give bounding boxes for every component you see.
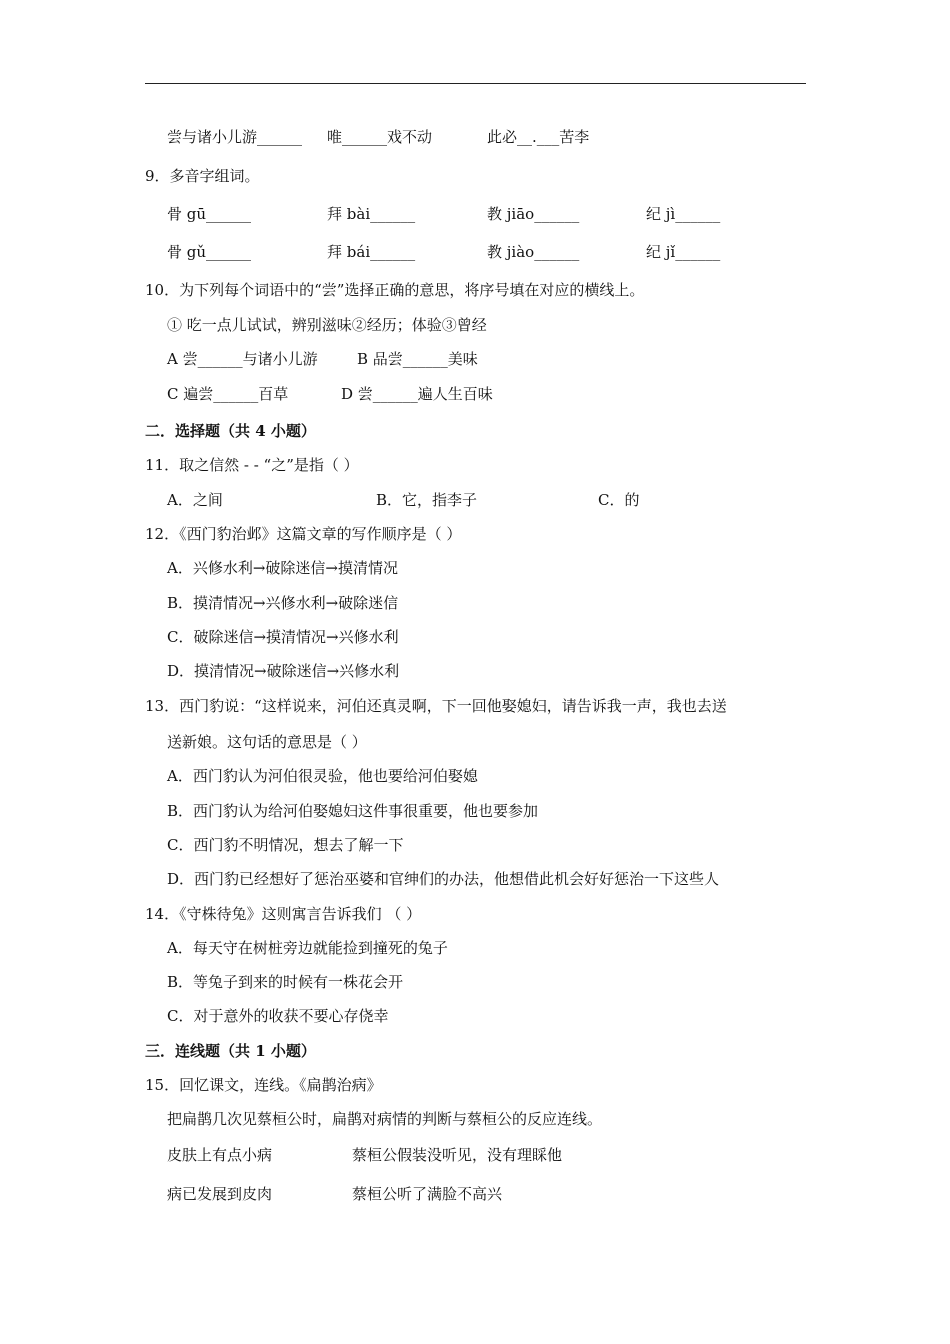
q15-left-item: 病已发展到皮肉 <box>167 1185 273 1203</box>
q13-option-c: C．西门豹不明情况，想去了解一下 <box>167 836 404 854</box>
q10-title: 10．为下列每个词语中的“尝”选择正确的意思，将序号填在对应的横线上。 <box>145 281 645 299</box>
q11-option-b: B．它，指李子 <box>376 491 478 509</box>
q8-blank-a: 尝与诸小儿游______ <box>167 128 303 146</box>
q10-item-b: B 品尝______美味 <box>357 350 478 368</box>
section-3-heading: 三．连线题（共 1 小题） <box>145 1042 316 1060</box>
q13-option-a: A．西门豹认为河伯很灵验，他也要给河伯娶媳 <box>167 767 478 785</box>
q15-right-item: 蔡桓公听了满脸不高兴 <box>352 1185 503 1203</box>
q15-right-item: 蔡桓公假装没听见，没有理睬他 <box>352 1146 563 1164</box>
q9-item: 拜 bái______ <box>327 243 416 261</box>
q15-left-item: 皮肤上有点小病 <box>167 1146 273 1164</box>
q9-title: 9．多音字组词。 <box>145 167 260 185</box>
q12-option-b: B．摸清情况→兴修水利→破除迷信 <box>167 594 399 612</box>
q10-options: ① 吃一点儿试试，辨别滋味②经历；体验③曾经 <box>167 316 487 334</box>
q8-blank-b: 唯______戏不动 <box>327 128 433 146</box>
header-rule <box>145 83 806 84</box>
q12-title: 12．《西门豹治邺》这篇文章的写作顺序是（ ） <box>145 525 462 543</box>
q14-option-c: C．对于意外的收获不要心存侥幸 <box>167 1007 389 1025</box>
q11-title: 11．取之信然 - - “之”是指（ ） <box>145 456 359 474</box>
q13-title-line1: 13．西门豹说：“这样说来，河伯还真灵啊，下一回他娶媳妇，请告诉我一声，我也去送 <box>145 697 727 715</box>
q8-blank-c: 此必__.___苦李 <box>487 128 590 146</box>
q12-option-c: C．破除迷信→摸清情况→兴修水利 <box>167 628 399 646</box>
q10-item-c: C 遍尝______百草 <box>167 385 289 403</box>
q9-item: 纪 jǐ______ <box>646 243 721 261</box>
q15-instruction: 把扁鹊几次见蔡桓公时，扁鹊对病情的判断与蔡桓公的反应连线。 <box>167 1110 603 1128</box>
q10-item-a: A 尝______与诸小儿游 <box>167 350 318 368</box>
q13-title-line2: 送新娘。这句话的意思是（ ） <box>167 733 367 751</box>
q14-option-a: A．每天守在树桩旁边就能捡到撞死的兔子 <box>167 939 448 957</box>
q9-item: 骨 gū______ <box>167 205 252 223</box>
q9-item: 纪 jì______ <box>646 205 721 223</box>
section-2-heading: 二．选择题（共 4 小题） <box>145 422 316 440</box>
q9-item: 教 jiāo______ <box>487 205 580 223</box>
q9-item: 骨 gǔ______ <box>167 243 252 261</box>
q9-item: 拜 bài______ <box>327 205 416 223</box>
q11-option-a: A．之间 <box>167 491 223 509</box>
q14-option-b: B．等兔子到来的时候有一株花会开 <box>167 973 404 991</box>
q12-option-a: A．兴修水利→破除迷信→摸清情况 <box>167 559 398 577</box>
q14-title: 14．《守株待兔》这则寓言告诉我们 （ ） <box>145 905 422 923</box>
q13-option-b: B．西门豹认为给河伯娶媳妇这件事很重要，他也要参加 <box>167 802 539 820</box>
q13-option-d: D．西门豹已经想好了惩治巫婆和官绅们的办法，他想借此机会好好惩治一下这些人 <box>167 870 720 888</box>
q10-item-d: D 尝______遍人生百味 <box>341 385 493 403</box>
q15-title: 15．回忆课文，连线。《扁鹊治病》 <box>145 1076 382 1094</box>
q12-option-d: D．摸清情况→破除迷信→兴修水利 <box>167 662 400 680</box>
q11-option-c: C．的 <box>598 491 640 509</box>
q9-item: 教 jiào______ <box>487 243 580 261</box>
